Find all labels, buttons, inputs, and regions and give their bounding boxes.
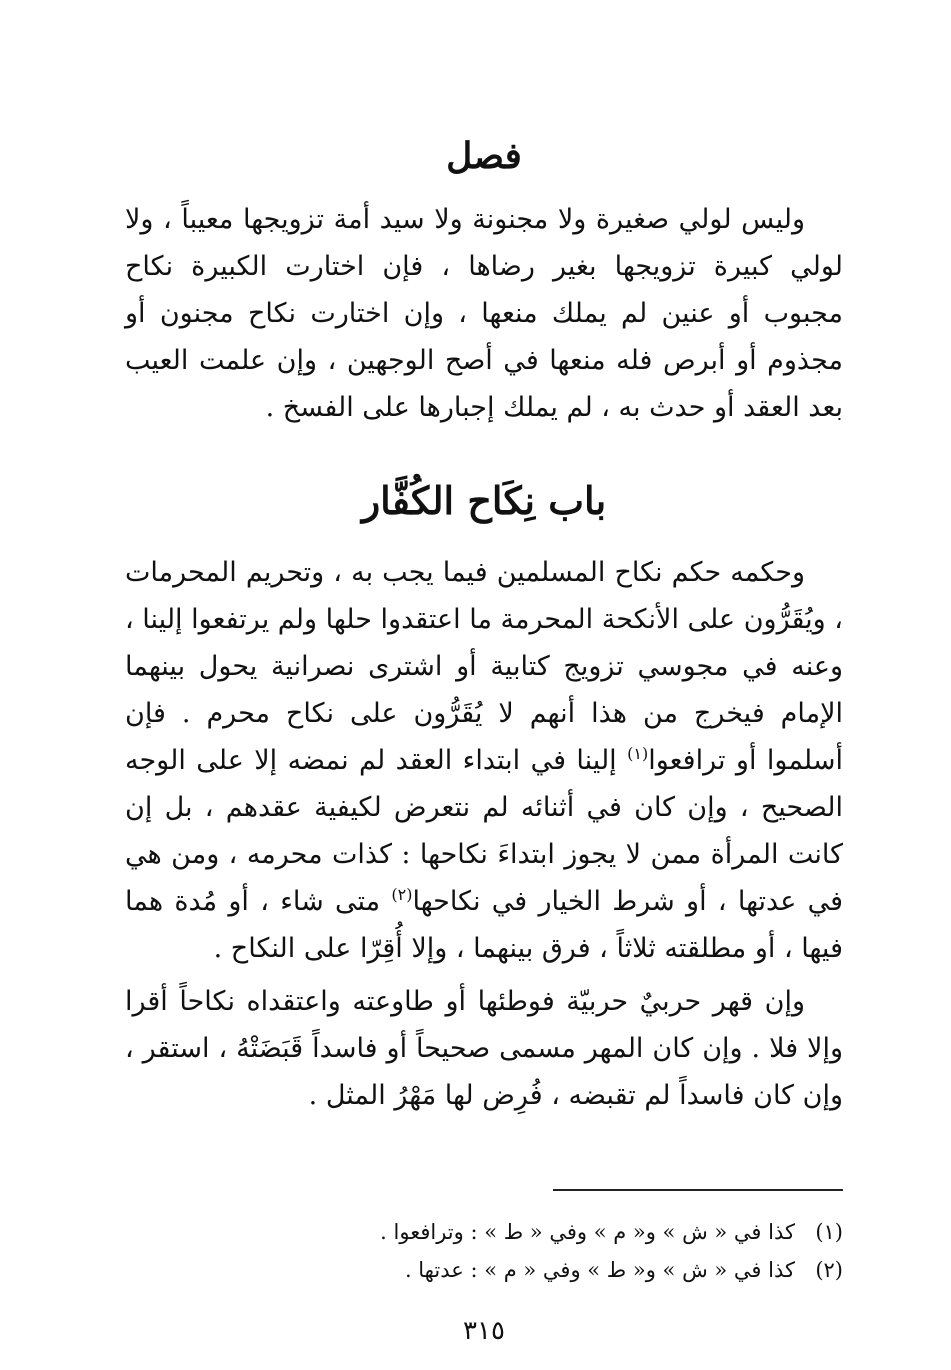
footnote-item bbox=[125, 1251, 843, 1289]
section-title: فصل bbox=[446, 135, 522, 177]
paragraph-1-text-a: وحكمه حكم نكاح المسلمين فيما يجب به ، وتحريم المحرمات ، ويُقَرُّون على الأنكحة المحرمة ما اعتقدوا حلها ولم يرتفعوا إلينا ، وعنه في مجوسي تزويج كتابية أو اشترى نصرانية يحول بينهما الإمام فيخرج من هذا أنهم لا يُقَرُّون على نكاح محرم . فإن أسلموا أو ترافعوا bbox=[125, 557, 843, 776]
section-paragraph: وليس لولي صغيرة ولا مجنونة ولا سيد أمة تزويجها معيباً ، ولا لولي كبيرة تزويجها بغير رضاها ، فإن اختارت الكبيرة نكاح مجبوب أو عنين لم يملك منعها ، وإن اختارت نكاح مجنون أو مجذوم أو أبرص فله منعها في أصح الوجهين ، وإن علمت العيب بعد العقد أو حدث به ، لم يملك إجبارها على الفسخ . bbox=[125, 204, 844, 423]
chapter-paragraph-1 bbox=[125, 549, 843, 972]
footnote-divider bbox=[553, 1189, 843, 1191]
paragraph-1-text-b: إلينا في ابتداء العقد لم نمضه إلا على الوجه الصحيح ، وإن كان في أثنائه لم نتعرض لكيفية عقدهم ، بل إن كانت المرأة ممن لا يجوز ابتداءَ نكاحها : كذات محرمه ، ومن هي في عدتها ، أو شرط الخيار في نكاحها bbox=[125, 745, 843, 917]
footnote-number: (١) bbox=[815, 1220, 843, 1244]
footnote-ref-2: (٢) bbox=[391, 885, 413, 904]
footnote-number: (٢) bbox=[815, 1258, 843, 1282]
footnote-item bbox=[125, 1213, 843, 1251]
footnote-text: كذا في « ش » و« ط » وفي « م » : عدتها . bbox=[404, 1258, 795, 1282]
footnote-text: كذا في « ش » و« م » وفي « ط » : وترافعوا . bbox=[380, 1220, 795, 1244]
footnote-ref-1: (١) bbox=[627, 744, 649, 763]
chapter-paragraph-2: وإن قهر حربيٌ حربيّة فوطئها أو طاوعته واعتقداه نكاحاً أقرا وإلا فلا . وإن كان المهر مسمى صحيحاً أو فاسداً قَبَضَتْهُ ، استقر ، وإن كان فاسداً لم تقبضه ، فُرِض لها مَهْرُ المثل . bbox=[125, 986, 843, 1111]
book-page bbox=[125, 130, 844, 1346]
paragraph-1-text-c: متى شاء ، أو مُدة هما فيها ، أو مطلقته ثلاثاً ، فرق بينهما ، وإلا أُقِرّا على النكاح . bbox=[125, 886, 843, 964]
footnotes-list bbox=[125, 1213, 843, 1289]
chapter-title: باب نِكَاح الكُفَّار bbox=[361, 478, 607, 523]
page-number: ٣١٥ bbox=[463, 1316, 505, 1346]
